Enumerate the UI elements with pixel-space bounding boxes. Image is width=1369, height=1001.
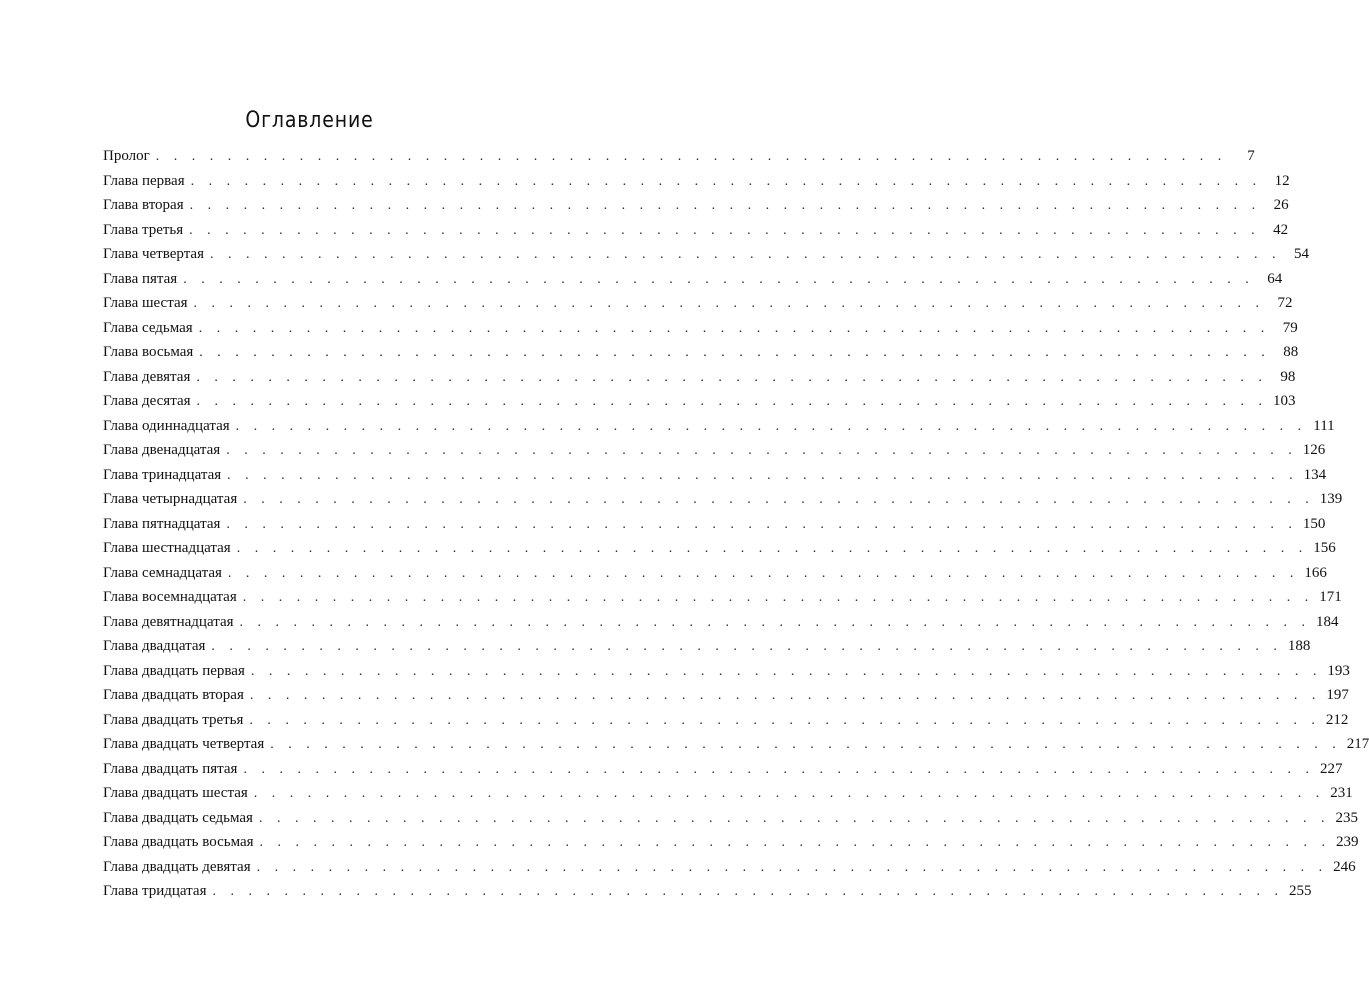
dot-leader: . . . . . . . . . . . . . . . . . . . . . . . . . . . . . . . . . . . . . . . . . . . . . . . . . . . . . . . . . . . . — [183, 271, 1255, 287]
dot-leader: . . . . . . . . . . . . . . . . . . . . . . . . . . . . . . . . . . . . . . . . . . . . . . . . . . . . . . . . . . . . — [212, 884, 1284, 899]
toc-entry — [103, 830, 1359, 855]
toc-page-number: 156 — [1313, 540, 1336, 556]
toc-entry — [103, 414, 1335, 439]
toc-page-number: 111 — [1313, 417, 1335, 434]
toc-page-number: 88 — [1283, 344, 1299, 360]
toc-entry — [103, 169, 1290, 194]
dot-leader: . . . . . . . . . . . . . . . . . . . . . . . . . . . . . . . . . . . . . . . . . . . . . . . . . . . . . . . . . . . . — [235, 418, 1307, 434]
page-title: Оглавление — [245, 107, 374, 133]
dot-leader: . . . . . . . . . . . . . . . . . . . . . . . . . . . . . . . . . . . . . . . . . . . . . . . . . . . . . . . . . . . . — [243, 761, 1315, 777]
toc-entry — [103, 757, 1343, 782]
toc-entry — [103, 316, 1298, 341]
dot-leader: . . . . . . . . . . . . . . . . . . . . . . . . . . . . . . . . . . . . . . . . . . . . . . . . . . . . . . . . . . . . — [236, 541, 1308, 556]
toc-entry-title: Глава двадцать восьмая — [103, 834, 254, 850]
toc-page-number: 64 — [1267, 270, 1283, 287]
toc-entry-title: Глава двадцать шестая — [103, 785, 248, 801]
toc-entry-title: Глава девятнадцатая — [103, 613, 234, 630]
dot-leader: . . . . . . . . . . . . . . . . . . . . . . . . . . . . . . . . . . . . . . . . . . . . . . . . . . . . . . . . . . . . — [227, 467, 1299, 483]
toc-entry — [103, 438, 1326, 463]
toc-entry-title: Глава тринадцатая — [103, 466, 222, 483]
toc-entry-title: Глава тридцатая — [103, 883, 207, 899]
toc-page-number: 193 — [1327, 662, 1350, 679]
dot-leader: . . . . . . . . . . . . . . . . . . . . . . . . . . . . . . . . . . . . . . . . . . . . . . . . . . . . . . . . . . . . — [226, 443, 1298, 458]
toc-entry-title: Глава первая — [103, 172, 185, 189]
toc-page-number: 54 — [1294, 246, 1309, 262]
toc-entry — [103, 291, 1293, 316]
toc-entry — [103, 487, 1343, 512]
toc-page-number: 166 — [1304, 564, 1327, 581]
toc-entry-title: Глава шестая — [103, 295, 188, 311]
toc-entry-title: Глава девятая — [103, 368, 191, 385]
toc-entry-title: Глава двадцатая — [103, 638, 206, 654]
toc-page-number: 79 — [1282, 319, 1298, 336]
dot-leader: . . . . . . . . . . . . . . . . . . . . . . . . . . . . . . . . . . . . . . . . . . . . . . . . . . . . . . . . . . . . — [259, 835, 1331, 850]
toc-entry — [103, 732, 1369, 757]
toc-page-number: 197 — [1326, 687, 1349, 703]
dot-leader: . . . . . . . . . . . . . . . . . . . . . . . . . . . . . . . . . . . . . . . . . . . . . . . . . . . . . . . . . . . . — [227, 565, 1299, 581]
toc-entry-title: Глава пятнадцатая — [103, 515, 221, 532]
toc-entry — [103, 879, 1312, 904]
dot-leader: . . . . . . . . . . . . . . . . . . . . . . . . . . . . . . . . . . . . . . . . . . . . . . . . . . . . . . . . . . . . — [189, 198, 1261, 213]
toc-entry-title: Глава двадцать пятая — [103, 760, 238, 777]
toc-page-number: 42 — [1273, 221, 1289, 238]
toc-page-number: 184 — [1316, 613, 1339, 630]
toc-entry — [103, 855, 1356, 880]
toc-entry-title: Глава двадцать четвертая — [103, 736, 265, 752]
toc-entry-title: Глава двадцать седьмая — [103, 809, 253, 826]
toc-page-number: 246 — [1333, 858, 1356, 875]
toc-entry — [103, 242, 1309, 267]
toc-page-number: 126 — [1302, 442, 1326, 458]
toc-entry — [103, 806, 1358, 831]
toc-entry-title: Глава восьмая — [103, 344, 194, 360]
toc-entry — [103, 610, 1339, 635]
dot-leader: . . . . . . . . . . . . . . . . . . . . . . . . . . . . . . . . . . . . . . . . . . . . . . . . . . . . . . . . . . . . — [199, 345, 1271, 360]
toc-entry-title: Глава десятая — [103, 393, 191, 409]
dot-leader: . . . . . . . . . . . . . . . . . . . . . . . . . . . . . . . . . . . . . . . . . . . . . . . . . . . . . . . . . . . . — [189, 222, 1261, 238]
toc-entry — [103, 340, 1299, 365]
dot-leader: . . . . . . . . . . . . . . . . . . . . . . . . . . . . . . . . . . . . . . . . . . . . . . . . . . . . . . . . . . . . — [249, 688, 1321, 703]
toc-entry — [103, 144, 1255, 169]
dot-leader: . . . . . . . . . . . . . . . . . . . . . . . . . . . . . . . . . . . . . . . . . . . . . . . . . . . . . . . . . . . . — [249, 712, 1321, 728]
toc-entry — [103, 561, 1327, 586]
dot-leader: . . . . . . . . . . . . . . . . . . . . . . . . . . . . . . . . . . . . . . . . . . . . . . . . . . . . . . . . . . . . — [210, 247, 1281, 262]
toc-entry-title: Глава четырнадцатая — [103, 491, 238, 507]
toc-page-number: 255 — [1288, 883, 1312, 899]
dot-leader: . . . . . . . . . . . . . . . . . . . . . . . . . . . . . . . . . . . . . . . . . . . . . . . . . . . . . . . . . . . . — [190, 173, 1262, 189]
toc-entry-title: Глава семнадцатая — [103, 564, 222, 581]
toc-entry-title: Глава пятая — [103, 270, 178, 287]
toc-page-number: 26 — [1273, 197, 1289, 213]
toc-page-number: 139 — [1319, 491, 1343, 507]
dot-leader: . . . . . . . . . . . . . . . . . . . . . . . . . . . . . . . . . . . . . . . . . . . . . . . . . . . . . . . . . . . . — [198, 320, 1270, 336]
toc-entry — [103, 193, 1289, 218]
toc-entry — [103, 512, 1326, 537]
toc-page-number: 150 — [1302, 515, 1326, 532]
toc-entry-title: Глава седьмая — [103, 319, 193, 336]
toc-page-number: 239 — [1336, 834, 1359, 850]
toc-page-number: 231 — [1330, 785, 1353, 801]
toc-entry — [103, 659, 1350, 684]
toc-entry-title: Глава восемнадцатая — [103, 589, 237, 605]
toc-entry-title: Глава двадцать девятая — [103, 858, 251, 875]
toc-page-number: 171 — [1319, 589, 1342, 605]
toc-page-number: 188 — [1287, 638, 1311, 654]
dot-leader: . . . . . . . . . . . . . . . . . . . . . . . . . . . . . . . . . . . . . . . . . . . . . . . . . . . . . . . . . . . . — [258, 810, 1330, 826]
toc-entry-title: Глава двадцать первая — [103, 662, 245, 679]
toc-entry-title: Глава третья — [103, 221, 184, 238]
dot-leader: . . . . . . . . . . . . . . . . . . . . . . . . . . . . . . . . . . . . . . . . . . . . . . . . . . . . . . . . . . . . — [193, 296, 1265, 311]
toc-entry-title: Глава одиннадцатая — [103, 417, 230, 434]
toc-page-number: 227 — [1319, 760, 1343, 777]
toc-entry-title: Глава четвертая — [103, 246, 204, 262]
dot-leader: . . . . . . . . . . . . . . . . . . . . . . . . . . . . . . . . . . . . . . . . . . . . . . . . . . . . . . . . . . . . — [270, 737, 1342, 752]
toc-page-number: 103 — [1273, 393, 1296, 409]
dot-leader: . . . . . . . . . . . . . . . . . . . . . . . . . . . . . . . . . . . . . . . . . . . . . . . . . . . . . . . . . . . . — [253, 786, 1325, 801]
toc-page-number: 12 — [1274, 172, 1290, 189]
toc-entry — [103, 585, 1342, 610]
dot-leader: . . . . . . . . . . . . . . . . . . . . . . . . . . . . . . . . . . . . . . . . . . . . . . . . . . . . . . . . . . . . — [226, 516, 1298, 532]
toc-page-number: 98 — [1280, 368, 1296, 385]
toc-entry-title: Глава вторая — [103, 197, 184, 213]
toc-page-number: 134 — [1303, 466, 1327, 483]
toc-entry — [103, 708, 1349, 733]
toc-entry-title: Глава шестнадцатая — [103, 540, 231, 556]
dot-leader: . . . . . . . . . . . . . . . . . . . . . . . . . . . . . . . . . . . . . . . . . . . . . . . . . . . . . . . . . . . . — [239, 614, 1311, 630]
toc-entry — [103, 389, 1296, 414]
toc-entry — [103, 781, 1353, 806]
table-of-contents — [103, 144, 1369, 904]
dot-leader: . . . . . . . . . . . . . . . . . . . . . . . . . . . . . . . . . . . . . . . . . . . . . . . . . . . . . . . . . . . . — [242, 590, 1314, 605]
dot-leader: . . . . . . . . . . . . . . . . . . . . . . . . . . . . . . . . . . . . . . . . . . . . . . . . . . . . . . . . . . . . — [196, 369, 1268, 385]
toc-entry — [103, 218, 1289, 243]
toc-entry-title: Глава двенадцатая — [103, 442, 221, 458]
toc-entry-title: Глава двадцать вторая — [103, 687, 244, 703]
toc-entry — [103, 463, 1327, 488]
dot-leader: . . . . . . . . . . . . . . . . . . . . . . . . . . . . . . . . . . . . . . . . . . . . . . . . . . . . . . . . . . . . — [250, 663, 1322, 679]
toc-entry — [103, 536, 1336, 561]
dot-leader: . . . . . . . . . . . . . . . . . . . . . . . . . . . . . . . . . . . . . . . . . . . . . . . . . . . . . . . . . . . . — [155, 149, 1227, 164]
toc-entry — [103, 634, 1311, 659]
toc-entry — [103, 683, 1349, 708]
dot-leader: . . . . . . . . . . . . . . . . . . . . . . . . . . . . . . . . . . . . . . . . . . . . . . . . . . . . . . . . . . . . — [243, 492, 1315, 507]
dot-leader: . . . . . . . . . . . . . . . . . . . . . . . . . . . . . . . . . . . . . . . . . . . . . . . . . . . . . . . . . . . . — [196, 394, 1268, 409]
toc-entry-title: Глава двадцать третья — [103, 711, 244, 728]
toc-page-number: 7 — [1247, 148, 1255, 164]
toc-entry — [103, 365, 1296, 390]
toc-entry-title: Пролог — [103, 148, 150, 164]
toc-entry — [103, 267, 1283, 292]
toc-page-number: 72 — [1277, 295, 1293, 311]
dot-leader: . . . . . . . . . . . . . . . . . . . . . . . . . . . . . . . . . . . . . . . . . . . . . . . . . . . . . . . . . . . . — [256, 859, 1328, 875]
toc-page-number: 217 — [1346, 736, 1369, 752]
dot-leader: . . . . . . . . . . . . . . . . . . . . . . . . . . . . . . . . . . . . . . . . . . . . . . . . . . . . . . . . . . . . — [211, 639, 1283, 654]
toc-page-number: 212 — [1325, 711, 1349, 728]
toc-page-number: 235 — [1335, 809, 1358, 826]
